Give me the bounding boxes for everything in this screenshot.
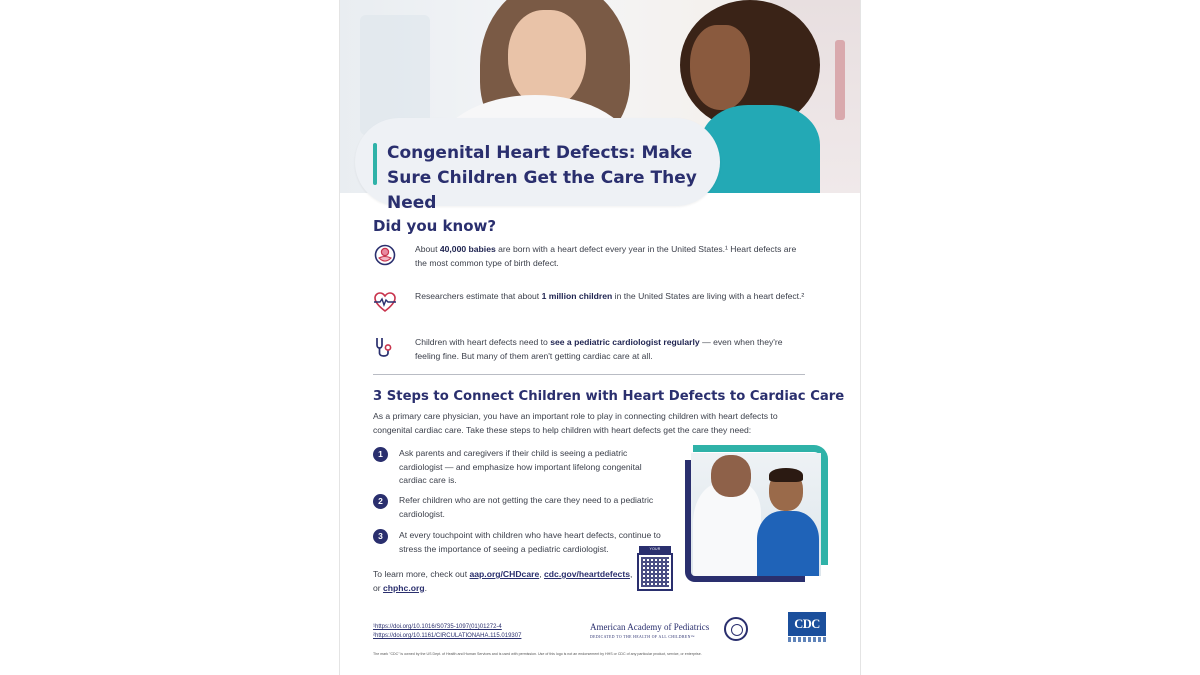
step-text: At every touchpoint with children who have heart defects, continue to stress the importance of seeing a pediatric cardiologist.	[399, 530, 661, 554]
steps-intro: As a primary care physician, you have an important role to play in connecting children with heart defects to congenital cardiac care. Take these steps to help children with heart defects get the care they need:	[373, 411, 778, 435]
qr-code[interactable]	[637, 553, 673, 591]
doctor-face	[508, 10, 586, 108]
flyer-page	[339, 0, 861, 675]
step-text: Refer children who are not getting the care they need to a pediatric cardiologist.	[399, 495, 654, 519]
photo-frame-border	[685, 460, 805, 582]
fact-text: Researchers estimate that about 1 million children in the United States are living with a heart defect.²	[415, 291, 805, 301]
steps-heading: 3 Steps to Connect Children with Heart Defects to Cardiac Care	[373, 389, 845, 404]
step-number: 1	[373, 447, 388, 462]
title-accent-bar	[373, 143, 377, 185]
step-text: Ask parents and caregivers if their child is seeing a pediatric cardiologist — and emphasize how important lifelong congenital cardiac care is.	[399, 448, 642, 485]
baby-icon	[373, 243, 397, 267]
cdc-logo-text: CDC	[788, 612, 826, 636]
step-number: 2	[373, 494, 388, 509]
disclaimer-text: The mark "CDC" is owned by the US Dept. of Health and Human Services and is used with permission. Use of this logo is not an endorsement by HHS or CDC of any particular product, service, or enterprise.	[373, 652, 702, 656]
did-you-know-heading: Did you know?	[373, 217, 497, 235]
section-divider	[373, 374, 805, 375]
aap-tagline: DEDICATED TO THE HEALTH OF ALL CHILDREN™	[590, 635, 695, 639]
cdc-link[interactable]: cdc.gov/heartdefects	[544, 569, 630, 579]
background-object	[835, 40, 845, 120]
chphc-link[interactable]: chphc.org	[383, 582, 425, 593]
cdc-logo	[788, 612, 826, 642]
references	[373, 623, 521, 641]
fact-text: Children with heart defects need to see a pediatric cardiologist regularly — even when they're feeling fine. But many of them aren't getting cardiac care at all.	[415, 337, 783, 361]
aap-name: American Academy of Pediatrics	[590, 622, 710, 632]
reference-link-2[interactable]: ²https://doi.org/10.1161/CIRCULATIONAHA.115.019307	[373, 633, 522, 639]
step-number: 3	[373, 529, 388, 544]
girl-face	[690, 25, 750, 110]
page-title: Congenital Heart Defects: Make Sure Children Get the Care They Need	[387, 143, 697, 213]
stethoscope-icon	[373, 336, 397, 360]
aap-seal-icon	[724, 617, 748, 641]
background-shelf	[360, 15, 430, 135]
aap-link[interactable]: aap.org/CHDcare	[469, 569, 540, 579]
qr-label: YOUR	[639, 546, 671, 553]
learn-more-text: To learn more, check out aap.org/CHDcare, cdc.gov/heartdefects, or chphc.org.	[373, 569, 633, 593]
reference-link-1[interactable]: ¹https://doi.org/10.1016/S0735-1097(01)01272-4	[373, 624, 502, 630]
fact-text: About 40,000 babies are born with a heart defect every year in the United States.¹ Heart defects are the most common type of birth defect.	[415, 244, 797, 268]
heartbeat-icon	[373, 290, 397, 314]
